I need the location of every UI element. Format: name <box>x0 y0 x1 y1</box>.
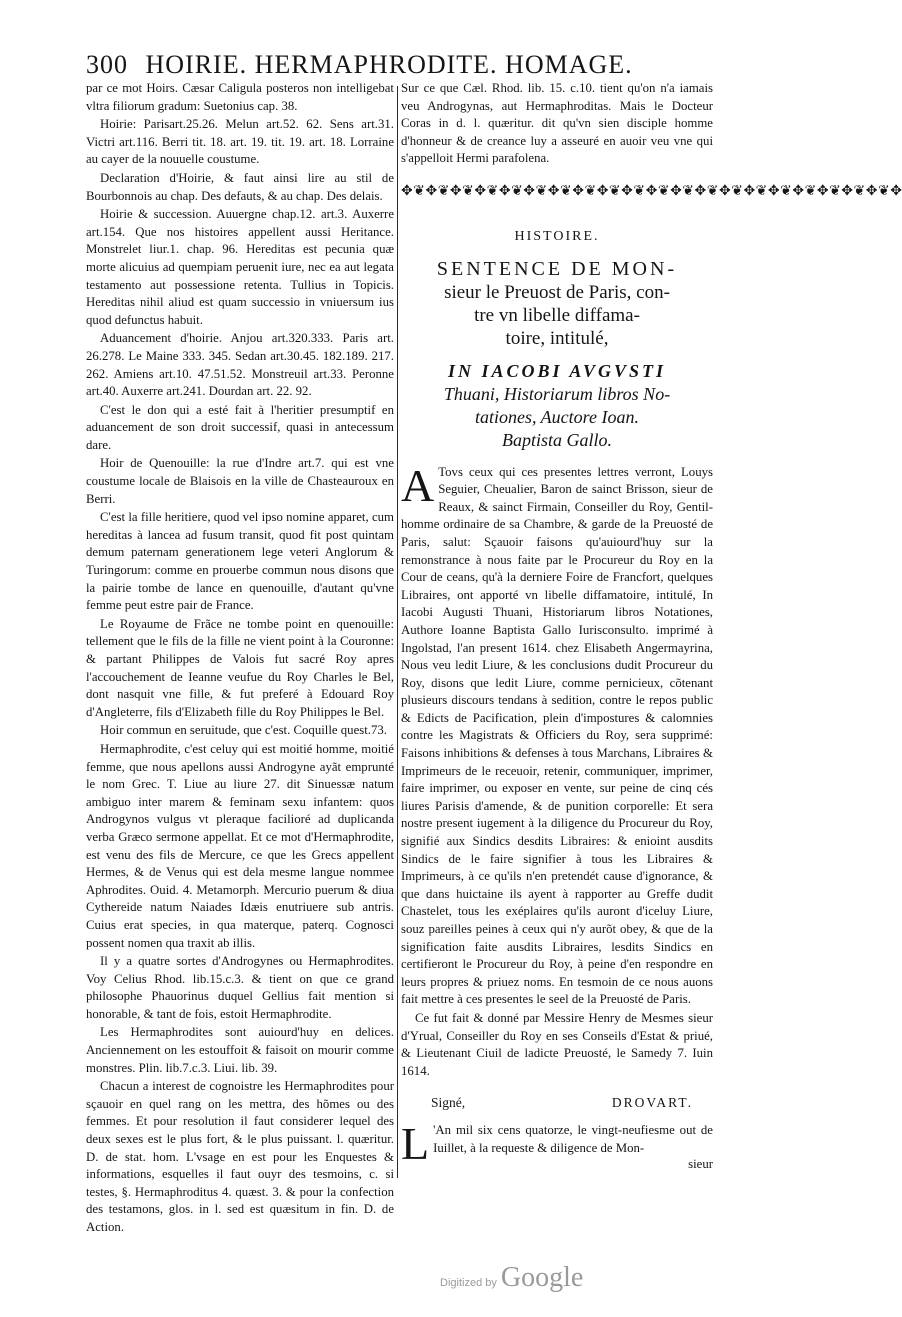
left-paragraph: C'est la fille heritiere, quod vel ipso nomine apparet, cum hereditas à lancea ad fusum transit, quod fit post quintam demum paternam generationem lege veteri Anglorum & Turingorum: comme en prouerbe commun nous disons que la pairie tombe de lance en quenouille, d'autant qu'vne femme peut estre pair de France. <box>86 510 394 613</box>
catchword: sieur <box>688 1157 713 1172</box>
signature-line <box>431 1094 693 1112</box>
latin-title <box>401 360 713 452</box>
page-header <box>86 50 726 80</box>
latin-title-line: Baptista Gallo. <box>501 429 612 450</box>
left-paragraph: Hermaphrodite, c'est celuy qui est moitié homme, moitié femme, que nous apellons aussi Androgyne ayãt emprunté le nom Grec. T. Liue au liure 27. dit Sinuessæ natum ambiguo inter marem & feminam sexu infantem: quos Androgynos vulgus vt pleraque facilioré ad duplicanda verba Græco sermone appellat. Et ce mot d'Hermaphrodite, est venu des fils de Mercure, ce que les Grecs appellent Hermes, & de Venus qui est dela mesme langue nommee Aphrodites. Ouid. 4. Metamorph. Mercurio puerum & diua Cythereide natum Naiades Idæis enutriuere sub antris. Cuius erat species, in qua materque, paterq. Cognosci possent nomen qua traxit ab illis. <box>86 741 394 950</box>
drop-cap: A <box>401 459 435 511</box>
sentence-title-line: sieur le Preuost de Paris, con- <box>444 281 670 303</box>
watermark-prefix: Digitized by <box>440 1277 497 1289</box>
left-paragraph: Les Hermaphrodites sont auiourd'huy en delices. Anciennement on les estouffoit & faisoit on mourir comme monstres. Plin. lib.7.c.3. Liui. lib. 39. <box>86 1025 394 1075</box>
left-paragraph: C'est le don qui a esté fait à l'heritier presumptif en aduancement de son droit successif, quasi in antecessum dare. <box>86 402 394 452</box>
sentence-title-line: tre vn libelle diffama- <box>474 304 640 326</box>
left-paragraph: Hoir commun en seruitude, que c'est. Coquille quest.73. <box>100 723 387 738</box>
sentence-title-line: toire, intitulé, <box>505 327 609 349</box>
latin-title-line: tationes, Auctore Ioan. <box>475 406 639 427</box>
sentence-paragraph <box>401 459 713 1009</box>
section-label: HISTOIRE. <box>514 228 600 244</box>
ornament-band: ✥❦✥❦✥❦✥❦✥❦✥❦✥❦✥❦✥❦✥❦✥❦✥❦✥❦✥❦✥❦✥❦✥❦✥❦✥❦✥❦✥ <box>401 183 902 199</box>
left-paragraph: Il y a quatre sortes d'Androgynes ou Hermaphrodites. Voy Celius Rhod. lib.15.c.3. & tient on que ce grand philosophe Phauorinus duquel Gellius fait mention si honorable, & tant de fois, estoit Hermaphrodite. <box>86 954 394 1021</box>
left-paragraph: Declaration d'Hoirie, & faut ainsi lire au stil de Bourbonnois au chap. Des defauts, & au chap. Des delais. <box>86 170 394 203</box>
left-column <box>86 80 394 1234</box>
left-paragraph: Hoirie: Parisart.25.26. Melun art.52. 62. Sens art.31. Victri art.116. Berri tit. 18. art. 19. tit. 19. art. 18. Lorraine au cayer de la nouuelle coustume. <box>86 117 394 167</box>
latin-title-line: IN IACOBI AVGVSTI <box>447 360 667 381</box>
sentence-body: Tovs ceux qui ces presentes lettres verront, Louys Seguier, Cheualier, Baron de sainct Brisson, sieur de Reaux, & sainct Firmain, Conseiller du Roy, Gentil-homme ordinaire de sa Chambre, & garde de la Preuosté de Paris, salut: Sçauoir faisons qu'auiourd'huy sur la remonstrance à nous faite par le Procureur du Roy en la Cour de ceans, qu'à la derniere Foire de Francfort, quelques Libraires, ont apporté vn libelle diffamatoire, intitulé, In Iacobi Augusti Thuani, Historiarum libros Notationes, Authore Ioanne Baptista Gallo Iurisconsulto. imprimé à Ingolstad, l'an present 1614. chez Elisabeth Angermayrina, Nous veu ledit Liure, & les conclusions dudit Procureur du Roy, disons que ledit Liure, comme pernicieux, cõtenant plusieurs discours tendans à sedition, contre le repos public & Edicts de Pacification, plein d'impostures & calomnies contre les Magistrats & Officiers du Roy, sera supprimé: Faisons inhibitions & defenses à tous Marchans, Libraires & Imprimeurs de le receuoir, retenir, communiquer, imprimer, faire imprimer, ou exposer en vente, sur peine de cinq cés liures Parisis d'amende, & de punition corporelle: Et sera nostre present iugement à la diligence du Procureur du Roy, signifié aux Sindics desdits Libraires: & enioint ausdits Sindics de le faire signifier à tous les Libraires & Imprimeurs, à ce qu'ils n'en pretendét cause d'ignorance, & que dans huictaine ils ayent à rapporter au Greffe dudit Chastelet, tous les exéplaires qu'ils auront d'iceluy Liure, souz pareilles peines à ceux qui n'y aurõt obey, & que de la signification faite ausdits Libraires, lesdits Sindics en certifieront le Procureur du Roy, à peine d'en respondre en leurs propres & priuez noms. En tesmoin de ce nous auons fait mettre à ces presentes le seel de la Preuosté de Paris. <box>401 464 713 1007</box>
drop-cap: L <box>401 1117 430 1169</box>
left-paragraph: Aduancement d'hoirie. Anjou art.320.333. Paris art. 26.278. Le Maine 333. 345. Sedan art.30.45. 182.189. 217. 262. Amiens art.10. 47.51.52. Monstreuil art.33. Peronne art.40. Auxerre art.241. Dourdan art. 22. 92. <box>86 331 394 399</box>
right-column <box>401 80 902 1184</box>
signature-name: DROVART. <box>611 1095 693 1111</box>
page-number: 300 <box>86 50 128 79</box>
latin-title-line: Thuani, Historiarum libros No- <box>443 383 671 404</box>
left-paragraph: Hoir de Quenouille: la rue d'Indre art.7. qui est vne coustume locale de Blaisois en la ville de Chasteauroux en Berri. <box>86 456 394 506</box>
left-paragraph: par ce mot Hoirs. Cæsar Caligula posteros non intelligebat vltra filiorum gradum: Suetonius cap. 38. <box>86 81 394 113</box>
column-divider <box>397 86 398 1178</box>
running-title: HOIRIE. HERMAPHRODITE. HOMAGE. <box>145 50 633 79</box>
final-body: 'An mil six cens quatorze, le vingt-neufiesme out de Iuillet, à la requeste & diligence de Mon- <box>433 1122 713 1155</box>
signature-label: Signé, <box>431 1095 466 1111</box>
left-paragraph: Chacun a interest de cognoistre les Hermaphrodites pour sçauoir en quel rang on les mettra, des hõmes ou des femmes. Et pour resolution il faut considerer lequel des deux sexes est le plus fort, & le plus puissant. l. quæritur. D. de stat. hom. L'vsage en est pour les Enquestes & informations, esquelles il faut ouyr des tesmoins, c. si testes, §. Hermaphroditus 4. quæst. 3. & pour la confection des testamons, glos. in l. sed est quæsitum in fin. D. de Action. <box>86 1079 394 1234</box>
right-top-paragraph: Sur ce que Cæl. Rhod. lib. 15. c.10. tient qu'on n'a iamais veu Androgynas, aut Hermaphroditas. Mais le Docteur Coras in d. l. quæritur. dit qu'vn sien disciple homme d'honneur & de creance luy a asseuré en auoir veu vne qui s'appelloit Hermi parafolena. <box>401 81 713 166</box>
sentence-title <box>401 258 713 350</box>
left-paragraph: Hoirie & succession. Auuergne chap.12. art.3. Auxerre art.154. Que nos histoires appellent aussi Heritance. Monstrelet liur.1. chap. 96. Hereditas est pecunia quæ morte alicuius ad quempiam peruenit iure, nec ea aut legata testamento aut possessione retenta. Tullius in Topicis. Hereditas nihil aliud est quam successio in vniuersum ius quod defunctus habuit. <box>86 207 394 327</box>
sentence-title-line: SENTENCE DE MON- <box>436 257 678 280</box>
google-logo: Google <box>500 1262 584 1293</box>
closing-paragraph: Ce fut fait & donné par Messire Henry de Mesmes sieur d'Yrual, Conseiller du Roy en ses Conseils d'Estat & priué, & Lieutenant Ciuil de ladicte Preuosté, le Samedy 7. Iuin 1614. <box>401 1010 713 1078</box>
left-paragraph: Le Royaume de Frãce ne tombe point en quenouille: tellement que le fils de la fille ne vient point à la Couronne: & partant Philippes de Valois fut sacré Roy apres l'accouchement de Ieanne veufue du Roy Charles le Bel, dont nasquit vne fille, & fut preferé à Edouard Roy d'Angleterre, fils d'Elizabeth fille du Roy Philippes le Bel. <box>86 616 394 719</box>
digitized-watermark <box>440 1262 640 1302</box>
